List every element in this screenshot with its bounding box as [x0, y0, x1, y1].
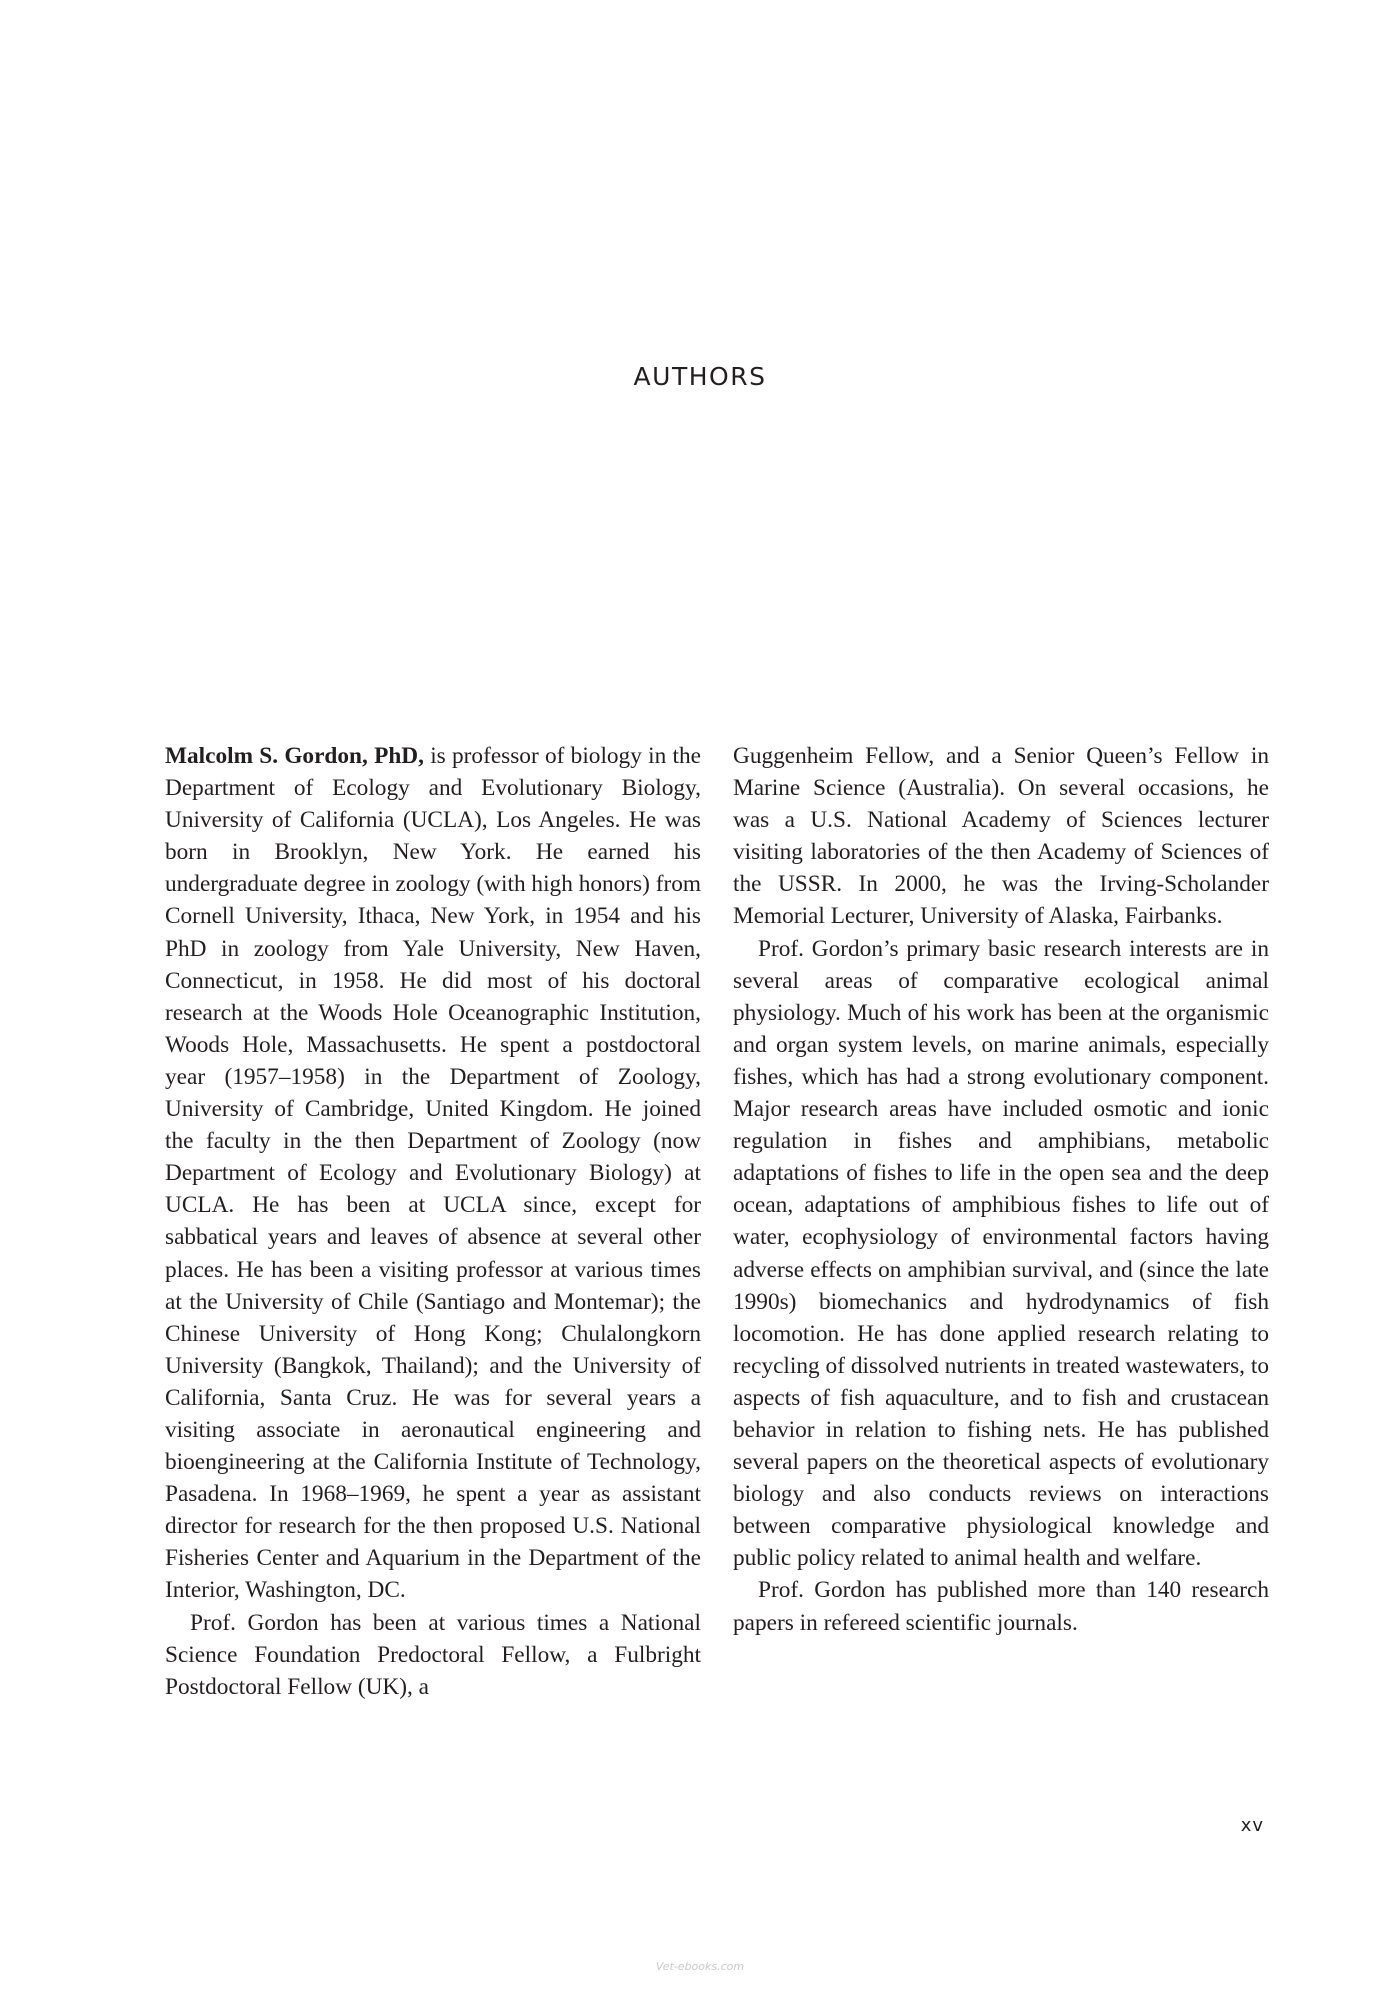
biography-text: is professor of biology in the Department of Ecology and Evolutionary Biology, University of California (UCLA), Los Angeles. He was born in Brooklyn, New York. He earned his undergraduate degree in zoology (with high honors) from Cornell University, Ithaca, New York, in 1954 and his PhD in zoology from Yale University, New Haven, Connecticut, in 1958. He did most of his doctoral research at the Woods Hole Oceanographic Institution, Woods Hole, Massachusetts. He spent a postdoctoral year (1957–1958) in the Department of Zoology, University of Cambridge, United Kingdom. He joined the faculty in the then Department of Zoology (now Department of Ecology and Evolutionary Biology) at UCLA. He has been at UCLA since, except for sabbatical years and leaves of absence at several other places. He has been a visiting professor at various times at the University of Chile (Santiago and Montemar); the Chinese University of Hong Kong; Chulalongkorn University (Bangkok, Thailand); and the University of California, Santa Cruz. He was for several years a visiting associate in aeronautical engineering and bioengineering at the California Institute of Technology, Pasadena. In 1968–1969, he spent a year as assistant director for research for the then proposed U.S. National Fisheries Center and Aquarium in the Department of the Interior, Washington, DC.	[165, 743, 701, 1604]
fellowships-paragraph: Prof. Gordon has been at various times a National Science Foundation Predoctoral Fellow, a Fulbright Postdoctoral Fellow (UK), a	[165, 1609, 701, 1700]
publications-paragraph: Prof. Gordon has published more than 140 research papers in refereed scientific journals.	[733, 1577, 1269, 1636]
watermark: Vet-ebooks.com	[655, 1960, 745, 1973]
fellowships-paragraph-continued: Guggenheim Fellow, and a Senior Queen’s Fellow in Marine Science (Australia). On several occasions, he was a U.S. National Academy of Sciences lecturer visiting laboratories of the then Academy of Sciences of the USSR. In 2000, he was the Irving-Scholander Memorial Lecturer, University of Alaska, Fairbanks.	[733, 743, 1269, 930]
page-title: AUTHORS	[633, 362, 767, 391]
biography-paragraph	[165, 740, 701, 1607]
research-interests-paragraph: Prof. Gordon’s primary basic research interests are in several areas of comparative ecological animal physiology. Much of his work has been at the organismic and organ system levels, on marine animals, especially fishes, which has had a strong evolutionary component. Major research areas have included osmotic and ionic regulation in fishes and amphibians, metabolic adaptations of fishes to life in the open sea and the deep ocean, adaptations of amphibious fishes to life out of water, ecophysiology of environmental factors having adverse effects on amphibian survival, and (since the late 1990s) biomechanics and hydrodynamics of fish locomotion. He has done applied research relating to recycling of dissolved nutrients in treated wastewaters, to aspects of fish aquaculture, and to fish and crustacean behavior in relation to fishing nets. He has published several papers on the theoretical aspects of evolutionary biology and also conducts reviews on interactions between comparative physiological knowledge and public policy related to animal health and welfare.	[733, 935, 1269, 1572]
author-name: Malcolm S. Gordon, PhD,	[165, 743, 424, 769]
page-number: xv	[1240, 1815, 1264, 1836]
left-text-column	[165, 740, 701, 1703]
right-text-column	[733, 740, 1269, 1639]
